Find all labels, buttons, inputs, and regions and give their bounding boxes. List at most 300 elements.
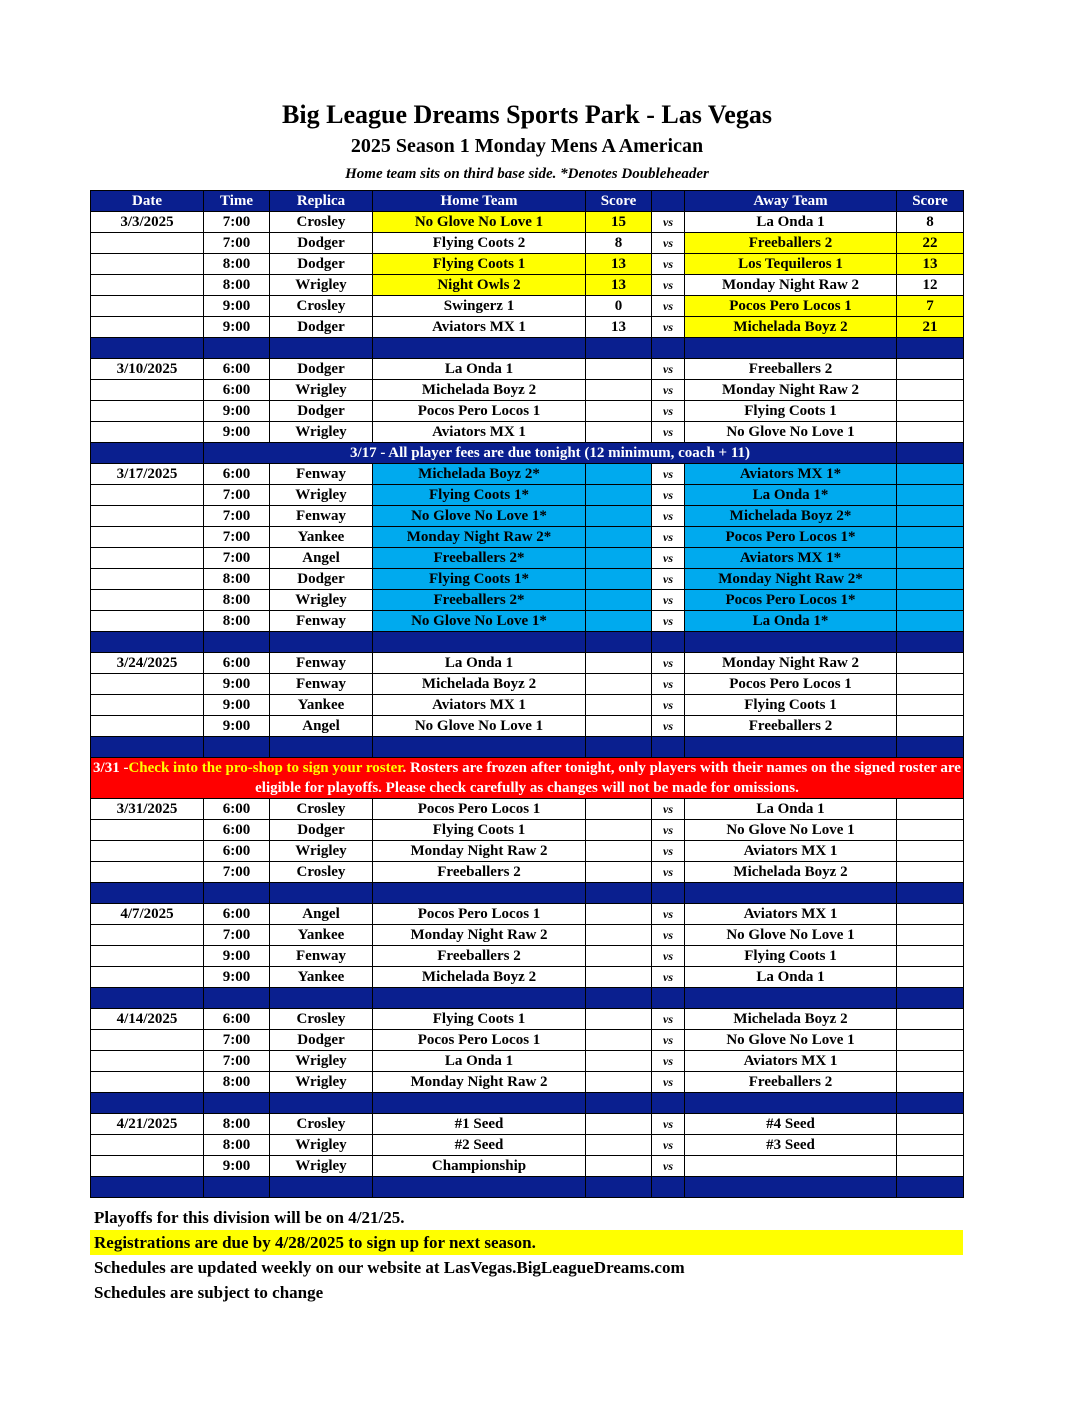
doubleheader-note: Home team sits on third base side. *Denotes Doubleheader — [345, 166, 709, 182]
away-score — [897, 380, 964, 401]
away-team: La Onda 1* — [685, 611, 897, 632]
game-replica: Crosley — [270, 1009, 373, 1030]
away-team: Freeballers 2 — [685, 716, 897, 737]
game-row — [91, 674, 964, 695]
game-row — [91, 275, 964, 296]
home-score — [586, 548, 652, 569]
away-team: Freeballers 2 — [685, 233, 897, 254]
home-score — [586, 862, 652, 883]
separator-cell — [586, 632, 652, 653]
game-replica: Dodger — [270, 254, 373, 275]
home-score — [586, 1114, 652, 1135]
game-date — [91, 233, 204, 254]
game-date — [91, 527, 204, 548]
away-team: Freeballers 2 — [685, 359, 897, 380]
vs-label: vs — [652, 569, 685, 590]
vs-label: vs — [652, 317, 685, 338]
game-replica: Crosley — [270, 296, 373, 317]
col-time-header: Time — [204, 191, 270, 212]
separator-cell — [652, 988, 685, 1009]
away-team: Pocos Pero Locos 1 — [685, 674, 897, 695]
home-team: La Onda 1 — [373, 359, 586, 380]
game-date — [91, 716, 204, 737]
away-team: Monday Night Raw 2 — [685, 380, 897, 401]
separator-cell — [270, 737, 373, 758]
home-score — [586, 1135, 652, 1156]
game-time: 7:00 — [204, 925, 270, 946]
game-time: 9:00 — [204, 401, 270, 422]
game-time: 7:00 — [204, 1030, 270, 1051]
separator-cell — [897, 1093, 964, 1114]
home-score — [586, 590, 652, 611]
vs-label: vs — [652, 590, 685, 611]
game-date: 4/14/2025 — [91, 1009, 204, 1030]
game-time: 6:00 — [204, 359, 270, 380]
home-team: Michelada Boyz 2 — [373, 380, 586, 401]
game-replica: Fenway — [270, 506, 373, 527]
game-time: 6:00 — [204, 380, 270, 401]
game-row — [91, 317, 964, 338]
vs-label: vs — [652, 946, 685, 967]
game-time: 7:00 — [204, 233, 270, 254]
separator-row — [91, 737, 964, 758]
game-date — [91, 611, 204, 632]
vs-label: vs — [652, 1114, 685, 1135]
game-date — [91, 820, 204, 841]
game-time: 9:00 — [204, 695, 270, 716]
game-date — [91, 569, 204, 590]
vs-label: vs — [652, 653, 685, 674]
footer-line: Schedules are updated weekly on our website at LasVegas.BigLeagueDreams.com — [94, 1258, 685, 1277]
home-score — [586, 967, 652, 988]
away-team: Flying Coots 1 — [685, 695, 897, 716]
game-date: 3/31/2025 — [91, 799, 204, 820]
home-score — [586, 422, 652, 443]
game-date — [91, 485, 204, 506]
vs-label: vs — [652, 1030, 685, 1051]
separator-cell — [685, 883, 897, 904]
away-score — [897, 1114, 964, 1135]
away-score — [897, 548, 964, 569]
home-score: 15 — [586, 212, 652, 233]
footer-line: Schedules are subject to change — [94, 1283, 324, 1302]
game-replica: Fenway — [270, 611, 373, 632]
game-row — [91, 1030, 964, 1051]
footer-line: Registrations are due by 4/28/2025 to sign up for next season. — [90, 1230, 963, 1255]
home-score — [586, 695, 652, 716]
game-replica: Dodger — [270, 401, 373, 422]
away-team: Flying Coots 1 — [685, 946, 897, 967]
home-score — [586, 464, 652, 485]
game-date — [91, 548, 204, 569]
home-team: Flying Coots 1 — [373, 254, 586, 275]
game-replica: Dodger — [270, 359, 373, 380]
separator-cell — [652, 1177, 685, 1198]
game-row — [91, 1072, 964, 1093]
separator-cell — [652, 1093, 685, 1114]
separator-row — [91, 632, 964, 653]
game-replica: Crosley — [270, 862, 373, 883]
col-vs-header — [652, 191, 685, 212]
home-team: Michelada Boyz 2 — [373, 967, 586, 988]
home-team: No Glove No Love 1 — [373, 716, 586, 737]
away-score — [897, 716, 964, 737]
game-time: 7:00 — [204, 485, 270, 506]
header-row — [91, 191, 964, 212]
away-team: Pocos Pero Locos 1* — [685, 527, 897, 548]
away-score — [897, 799, 964, 820]
game-row — [91, 695, 964, 716]
game-row — [91, 611, 964, 632]
game-time: 9:00 — [204, 422, 270, 443]
away-score — [897, 611, 964, 632]
vs-label: vs — [652, 1051, 685, 1072]
game-row — [91, 527, 964, 548]
roster-alert-row — [91, 758, 964, 799]
away-score — [897, 904, 964, 925]
separator-cell — [204, 632, 270, 653]
game-row — [91, 212, 964, 233]
schedule-table — [90, 190, 964, 1198]
separator-cell — [897, 632, 964, 653]
separator-cell — [652, 338, 685, 359]
col-away-team-header: Away Team — [685, 191, 897, 212]
game-replica: Wrigley — [270, 380, 373, 401]
game-replica: Fenway — [270, 464, 373, 485]
game-date — [91, 422, 204, 443]
home-score — [586, 359, 652, 380]
col-date-header: Date — [91, 191, 204, 212]
game-row — [91, 359, 964, 380]
separator-cell — [270, 1177, 373, 1198]
game-row — [91, 946, 964, 967]
away-team: Aviators MX 1 — [685, 904, 897, 925]
separator-cell — [91, 1177, 204, 1198]
game-time: 9:00 — [204, 296, 270, 317]
vs-label: vs — [652, 485, 685, 506]
game-time: 9:00 — [204, 1156, 270, 1177]
vs-label: vs — [652, 967, 685, 988]
game-replica: Wrigley — [270, 1051, 373, 1072]
game-date — [91, 590, 204, 611]
game-row — [91, 296, 964, 317]
game-date — [91, 296, 204, 317]
game-replica: Angel — [270, 716, 373, 737]
away-score: 8 — [897, 212, 964, 233]
separator-cell — [373, 632, 586, 653]
home-score — [586, 1072, 652, 1093]
home-score — [586, 401, 652, 422]
home-score — [586, 380, 652, 401]
away-team: Aviators MX 1 — [685, 841, 897, 862]
separator-row — [91, 338, 964, 359]
game-date — [91, 254, 204, 275]
home-score — [586, 674, 652, 695]
home-team: Night Owls 2 — [373, 275, 586, 296]
home-score: 13 — [586, 254, 652, 275]
home-score — [586, 841, 652, 862]
banner-spacer — [91, 443, 204, 464]
vs-label: vs — [652, 820, 685, 841]
home-score — [586, 1030, 652, 1051]
game-date — [91, 401, 204, 422]
home-team: No Glove No Love 1 — [373, 212, 586, 233]
away-score — [897, 569, 964, 590]
game-time: 8:00 — [204, 1114, 270, 1135]
away-score — [897, 820, 964, 841]
vs-label: vs — [652, 1009, 685, 1030]
vs-label: vs — [652, 716, 685, 737]
separator-cell — [685, 338, 897, 359]
away-team: Aviators MX 1* — [685, 548, 897, 569]
separator-cell — [586, 988, 652, 1009]
vs-label: vs — [652, 925, 685, 946]
away-team: Monday Night Raw 2 — [685, 653, 897, 674]
footer-line: Playoffs for this division will be on 4/21/25. — [94, 1208, 405, 1227]
game-replica: Wrigley — [270, 422, 373, 443]
away-score — [897, 925, 964, 946]
home-score — [586, 925, 652, 946]
home-team: Pocos Pero Locos 1 — [373, 1030, 586, 1051]
game-date — [91, 1072, 204, 1093]
home-score — [586, 527, 652, 548]
game-replica: Angel — [270, 548, 373, 569]
separator-cell — [897, 988, 964, 1009]
home-team: Pocos Pero Locos 1 — [373, 799, 586, 820]
game-time: 6:00 — [204, 820, 270, 841]
vs-label: vs — [652, 1135, 685, 1156]
separator-cell — [91, 883, 204, 904]
home-score — [586, 611, 652, 632]
separator-row — [91, 1093, 964, 1114]
game-row — [91, 254, 964, 275]
game-time: 7:00 — [204, 1051, 270, 1072]
game-time: 8:00 — [204, 611, 270, 632]
separator-cell — [91, 737, 204, 758]
away-score: 7 — [897, 296, 964, 317]
home-team: #1 Seed — [373, 1114, 586, 1135]
home-score — [586, 820, 652, 841]
home-score — [586, 716, 652, 737]
game-replica: Crosley — [270, 1114, 373, 1135]
away-score — [897, 1009, 964, 1030]
page-title: Big League Dreams Sports Park - Las Vegas — [282, 100, 772, 129]
home-team: Championship — [373, 1156, 586, 1177]
col-home-score-header: Score — [586, 191, 652, 212]
game-time: 7:00 — [204, 506, 270, 527]
game-replica: Yankee — [270, 695, 373, 716]
separator-cell — [897, 1177, 964, 1198]
away-score: 22 — [897, 233, 964, 254]
away-team: Michelada Boyz 2 — [685, 1009, 897, 1030]
separator-cell — [270, 1093, 373, 1114]
game-replica: Fenway — [270, 674, 373, 695]
home-score — [586, 653, 652, 674]
vs-label: vs — [652, 380, 685, 401]
separator-cell — [685, 1177, 897, 1198]
vs-label: vs — [652, 1156, 685, 1177]
vs-label: vs — [652, 674, 685, 695]
game-replica: Dodger — [270, 317, 373, 338]
vs-label: vs — [652, 401, 685, 422]
away-team: #3 Seed — [685, 1135, 897, 1156]
home-team: La Onda 1 — [373, 1051, 586, 1072]
game-replica: Yankee — [270, 925, 373, 946]
separator-cell — [586, 883, 652, 904]
vs-label: vs — [652, 1072, 685, 1093]
game-time: 8:00 — [204, 590, 270, 611]
separator-cell — [270, 883, 373, 904]
away-score — [897, 401, 964, 422]
game-date — [91, 862, 204, 883]
away-score — [897, 1135, 964, 1156]
away-team: Los Tequileros 1 — [685, 254, 897, 275]
game-row — [91, 380, 964, 401]
separator-cell — [270, 632, 373, 653]
away-team: No Glove No Love 1 — [685, 820, 897, 841]
home-score — [586, 1051, 652, 1072]
game-date — [91, 841, 204, 862]
separator-cell — [685, 1093, 897, 1114]
vs-label: vs — [652, 527, 685, 548]
home-team: Flying Coots 2 — [373, 233, 586, 254]
separator-cell — [897, 338, 964, 359]
game-replica: Wrigley — [270, 1072, 373, 1093]
away-score — [897, 674, 964, 695]
game-date — [91, 275, 204, 296]
game-time: 7:00 — [204, 862, 270, 883]
game-time: 8:00 — [204, 254, 270, 275]
away-team: La Onda 1 — [685, 799, 897, 820]
away-team: Pocos Pero Locos 1* — [685, 590, 897, 611]
vs-label: vs — [652, 296, 685, 317]
roster-alert — [91, 758, 964, 799]
game-time: 8:00 — [204, 275, 270, 296]
alert-date: 3/31 - — [93, 760, 129, 776]
game-row — [91, 569, 964, 590]
away-score — [897, 527, 964, 548]
away-score — [897, 422, 964, 443]
game-row — [91, 904, 964, 925]
game-time: 7:00 — [204, 212, 270, 233]
separator-cell — [652, 737, 685, 758]
separator-cell — [586, 1177, 652, 1198]
home-team: No Glove No Love 1* — [373, 611, 586, 632]
away-score — [897, 841, 964, 862]
game-date — [91, 1135, 204, 1156]
home-score: 8 — [586, 233, 652, 254]
game-date — [91, 695, 204, 716]
game-row — [91, 1135, 964, 1156]
away-score: 21 — [897, 317, 964, 338]
away-team: Aviators MX 1* — [685, 464, 897, 485]
away-score — [897, 464, 964, 485]
game-time: 8:00 — [204, 569, 270, 590]
game-row — [91, 716, 964, 737]
vs-label: vs — [652, 254, 685, 275]
home-team: Freeballers 2* — [373, 548, 586, 569]
separator-row — [91, 1177, 964, 1198]
game-date: 3/10/2025 — [91, 359, 204, 380]
away-team: Monday Night Raw 2* — [685, 569, 897, 590]
away-team: Freeballers 2 — [685, 1072, 897, 1093]
game-replica: Crosley — [270, 212, 373, 233]
separator-cell — [586, 1093, 652, 1114]
home-team: Monday Night Raw 2 — [373, 1072, 586, 1093]
away-score — [897, 653, 964, 674]
game-date — [91, 380, 204, 401]
home-team: #2 Seed — [373, 1135, 586, 1156]
separator-cell — [685, 988, 897, 1009]
game-date — [91, 967, 204, 988]
home-team: Flying Coots 1* — [373, 569, 586, 590]
separator-cell — [897, 883, 964, 904]
game-replica: Angel — [270, 904, 373, 925]
home-team: Flying Coots 1 — [373, 1009, 586, 1030]
banner-spacer — [897, 443, 964, 464]
away-score — [897, 862, 964, 883]
away-score: 12 — [897, 275, 964, 296]
away-team: Flying Coots 1 — [685, 401, 897, 422]
game-row — [91, 1009, 964, 1030]
home-team: Pocos Pero Locos 1 — [373, 904, 586, 925]
game-time: 7:00 — [204, 527, 270, 548]
vs-label: vs — [652, 212, 685, 233]
col-away-score-header: Score — [897, 191, 964, 212]
game-replica: Dodger — [270, 569, 373, 590]
separator-row — [91, 883, 964, 904]
home-team: Freeballers 2 — [373, 946, 586, 967]
game-replica: Wrigley — [270, 1135, 373, 1156]
game-date — [91, 1051, 204, 1072]
game-time: 9:00 — [204, 317, 270, 338]
vs-label: vs — [652, 695, 685, 716]
game-date — [91, 506, 204, 527]
game-time: 7:00 — [204, 548, 270, 569]
game-time: 6:00 — [204, 841, 270, 862]
away-score — [897, 506, 964, 527]
separator-cell — [204, 1177, 270, 1198]
home-team: Freeballers 2* — [373, 590, 586, 611]
separator-row — [91, 988, 964, 1009]
schedule-body — [91, 212, 964, 1198]
home-score — [586, 799, 652, 820]
separator-cell — [270, 988, 373, 1009]
separator-cell — [373, 883, 586, 904]
game-date — [91, 1156, 204, 1177]
game-replica: Fenway — [270, 653, 373, 674]
game-date — [91, 317, 204, 338]
separator-cell — [373, 988, 586, 1009]
separator-cell — [373, 1093, 586, 1114]
separator-cell — [373, 1177, 586, 1198]
separator-cell — [204, 338, 270, 359]
game-date — [91, 674, 204, 695]
col-replica-header: Replica — [270, 191, 373, 212]
home-score — [586, 485, 652, 506]
home-team: Aviators MX 1 — [373, 695, 586, 716]
vs-label: vs — [652, 233, 685, 254]
footer-notes — [90, 1205, 963, 1305]
separator-cell — [373, 737, 586, 758]
separator-cell — [204, 988, 270, 1009]
game-date: 3/17/2025 — [91, 464, 204, 485]
vs-label: vs — [652, 548, 685, 569]
away-score — [897, 1030, 964, 1051]
game-time: 8:00 — [204, 1072, 270, 1093]
home-score: 13 — [586, 317, 652, 338]
game-replica: Dodger — [270, 1030, 373, 1051]
